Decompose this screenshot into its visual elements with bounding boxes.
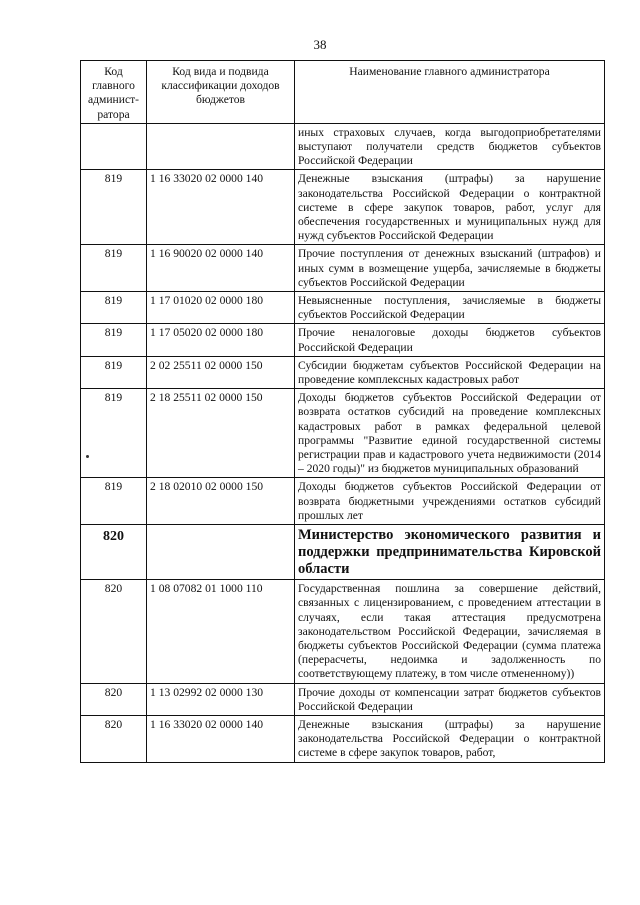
- row-admin-code: 820: [81, 715, 147, 762]
- row-admin-code: 819: [81, 324, 147, 356]
- table-row: [81, 580, 605, 683]
- row-income-code: 1 13 02992 02 0000 130: [147, 683, 295, 715]
- row-admin-name: Невыясненные поступления, зачисляемые в бюджеты субъектов Российской Федерации: [295, 292, 605, 324]
- scan-speck: [86, 455, 89, 458]
- table-row: [81, 356, 605, 388]
- row-income-code: 2 02 25511 02 0000 150: [147, 356, 295, 388]
- row-admin-code: 819: [81, 389, 147, 478]
- row-income-code: 1 17 05020 02 0000 180: [147, 324, 295, 356]
- row-admin-code: 819: [81, 292, 147, 324]
- row-admin-code: 819: [81, 245, 147, 292]
- row-income-code: 2 18 25511 02 0000 150: [147, 389, 295, 478]
- row-admin-name: иных страховых случаев, когда выгодоприобретателями выступают получатели средств бюджетов субъектов Российской Федерации: [295, 123, 605, 170]
- administrator-heading-row: [81, 525, 605, 580]
- row-admin-name: Денежные взыскания (штрафы) за нарушение законодательства Российской Федерации о контрактной системе в сфере закупок товаров, работ, услуг для обеспечения государственных и муниципальных нужд для нужд субъектов Российской Федерации: [295, 170, 605, 245]
- table-row: [81, 170, 605, 245]
- income-classification-table: [80, 60, 605, 763]
- header-admin-code: Код главного админист-ратора: [81, 61, 147, 124]
- row-income-code: 1 16 90020 02 0000 140: [147, 245, 295, 292]
- table-row: [81, 683, 605, 715]
- table-row: [81, 389, 605, 478]
- page-number: 38: [313, 37, 327, 52]
- row-income-code: [147, 123, 295, 170]
- row-income-code: 1 16 33020 02 0000 140: [147, 715, 295, 762]
- table-header-row: [81, 61, 605, 124]
- header-income-code: Код вида и подвида классификации доходов бюджетов: [147, 61, 295, 124]
- row-income-code: [147, 525, 295, 580]
- row-admin-code: 820: [81, 683, 147, 715]
- row-admin-name: Доходы бюджетов субъектов Российской Федерации от возврата бюджетными учреждениями остатков субсидий прошлых лет: [295, 478, 605, 525]
- row-income-code: 2 18 02010 02 0000 150: [147, 478, 295, 525]
- table-row: [81, 324, 605, 356]
- row-admin-code: 820: [81, 580, 147, 683]
- row-admin-name: Государственная пошлина за совершение действий, связанных с лицензированием, с проведением аттестации в случаях, если такая аттестация предусмотрена законодательством Российской Федерации, зачисляемая в бюджеты субъектов Российской Федерации (сумма платежа (перерасчеты, недоимка и задолженность по соответствующему платежу, в том числе отмененному)): [295, 580, 605, 683]
- administrator-code: 820: [81, 525, 147, 580]
- row-admin-code: 819: [81, 356, 147, 388]
- table-row: [81, 715, 605, 762]
- table-row: [81, 123, 605, 170]
- table-row: [81, 245, 605, 292]
- row-admin-name: Доходы бюджетов субъектов Российской Федерации от возврата остатков субсидий на проведение комплексных кадастровых работ в рамках федеральной целевой программы "Развитие единой государственной системы регистрации прав и кадастрового учета недвижимости (2014 – 2020 годы)" из бюджетов муниципальных образований: [295, 389, 605, 478]
- table-row: [81, 292, 605, 324]
- header-admin-name: Наименование главного администратора: [295, 61, 605, 124]
- row-admin-code: 819: [81, 478, 147, 525]
- row-admin-code: 819: [81, 170, 147, 245]
- row-admin-name: Денежные взыскания (штрафы) за нарушение законодательства Российской Федерации о контрактной системе в сфере закупок товаров, работ,: [295, 715, 605, 762]
- row-admin-name: Прочие неналоговые доходы бюджетов субъектов Российской Федерации: [295, 324, 605, 356]
- row-admin-name: Субсидии бюджетам субъектов Российской Федерации на проведение комплексных кадастровых работ: [295, 356, 605, 388]
- table-row: [81, 478, 605, 525]
- row-income-code: 1 16 33020 02 0000 140: [147, 170, 295, 245]
- row-admin-name: Прочие доходы от компенсации затрат бюджетов субъектов Российской Федерации: [295, 683, 605, 715]
- administrator-name: Министерство экономического развития и поддержки предпринимательства Кировской области: [295, 525, 605, 580]
- row-income-code: 1 17 01020 02 0000 180: [147, 292, 295, 324]
- row-income-code: 1 08 07082 01 1000 110: [147, 580, 295, 683]
- row-admin-name: Прочие поступления от денежных взысканий (штрафов) и иных сумм в возмещение ущерба, зачисляемые в бюджеты субъектов Российской Федерации: [295, 245, 605, 292]
- row-admin-code: [81, 123, 147, 170]
